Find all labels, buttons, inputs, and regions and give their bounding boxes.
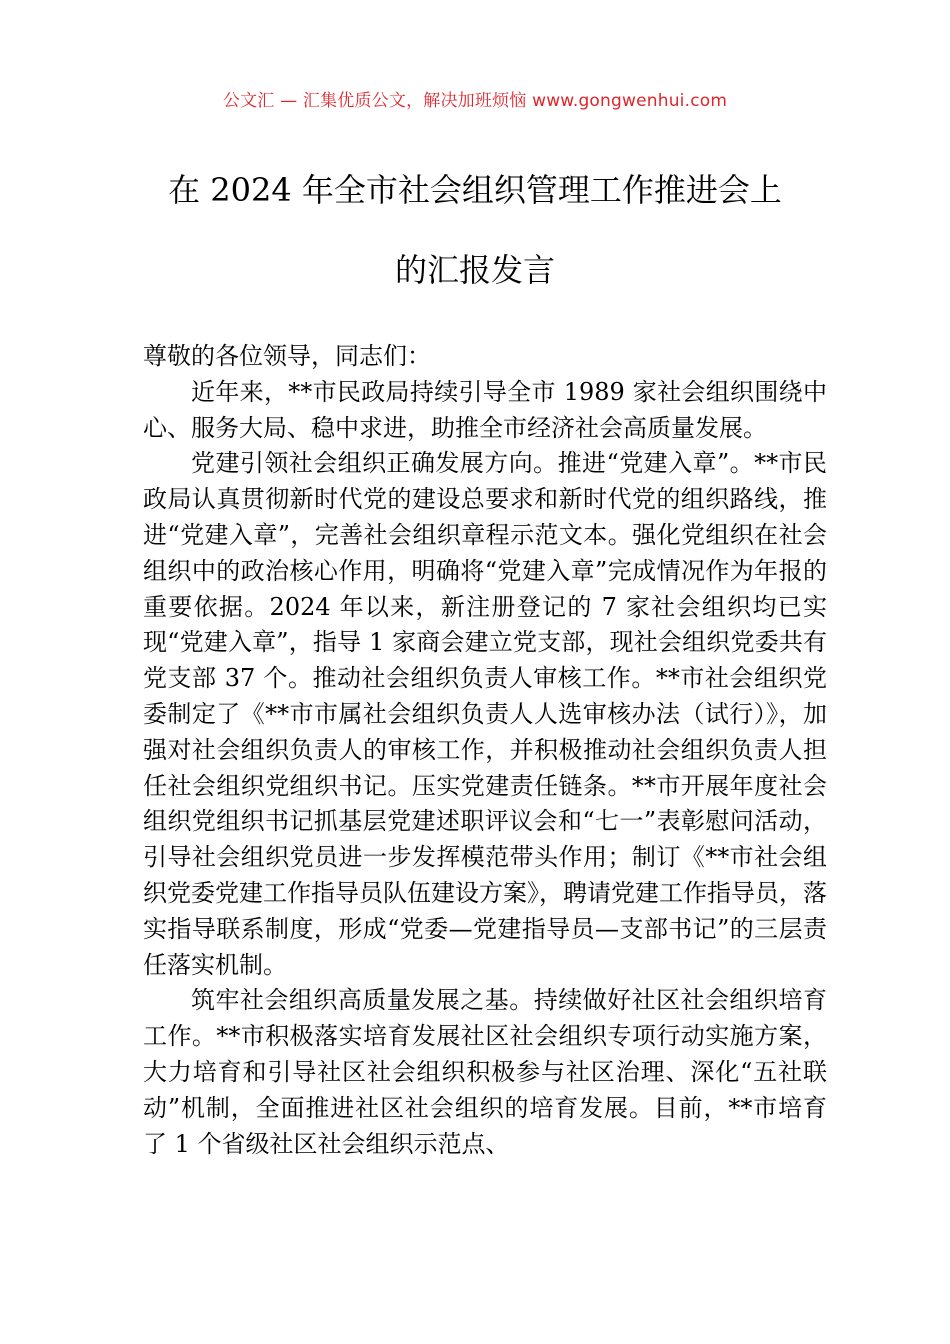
paragraph-intro: 近年来，**市民政局持续引导全市 1989 家社会组织围绕中心、服务大局、稳中求进，助推全市经济社会高质量发展。	[143, 377, 827, 442]
salutation: 尊敬的各位领导，同志们：	[143, 342, 431, 370]
title-line-2: 的汇报发言	[394, 251, 555, 289]
paragraph-party-building: 党建引领社会组织正确发展方向。推进“党建入章”。**市民政局认真贯彻新时代党的建设总要求和新时代党的组织路线，推进“党建入章”，完善社会组织章程示范文本。强化党组织在社会组织中的政治核心作用，明确将“党建入章”完成情况作为年报的重要依据。2024 年以来，新注册登记的 7 家社会组织均已实现“党建入章”，指导 1 家商会建立党支部，现社会组织党委共有党支部 37 个。推动社会组织负责人审核工作。**市社会组织党委制定了《**市市属社会组织负责人人选审核办法（试行）》，加强对社会组织负责人的审核工作，并积极推动社会组织负责人担任社会组织党组织书记。压实党建责任链条。**市开展年度社会组织党组织书记抓基层党建述职评议会和“七一”表彰慰问活动，引导社会组织党员进一步发挥模范带头作用；制订《**市社会组织党委党建工作指导员队伍建设方案》，聘请党建工作指导员，落实指导联系制度，形成“党委—党建指导员—支部书记”的三层责任落实机制。	[143, 449, 827, 979]
document-title	[120, 150, 830, 310]
site-banner: 公文汇 — 汇集优质公文，解决加班烦恼 www.gongwenhui.com	[222, 91, 728, 111]
title-line-1: 在 2024 年全市社会组织管理工作推进会上	[168, 171, 782, 209]
paragraph-development: 筑牢社会组织高质量发展之基。持续做好社区社会组织培育工作。**市积极落实培育发展社区社会组织专项行动实施方案，大力培育和引导社区社会组织积极参与社区治理、深化“五社联动”机制，全面推进社区社会组织的培育发展。目前，**市培育了 1 个省级社区社会组织示范点、	[143, 986, 827, 1158]
document-body	[143, 339, 827, 1162]
